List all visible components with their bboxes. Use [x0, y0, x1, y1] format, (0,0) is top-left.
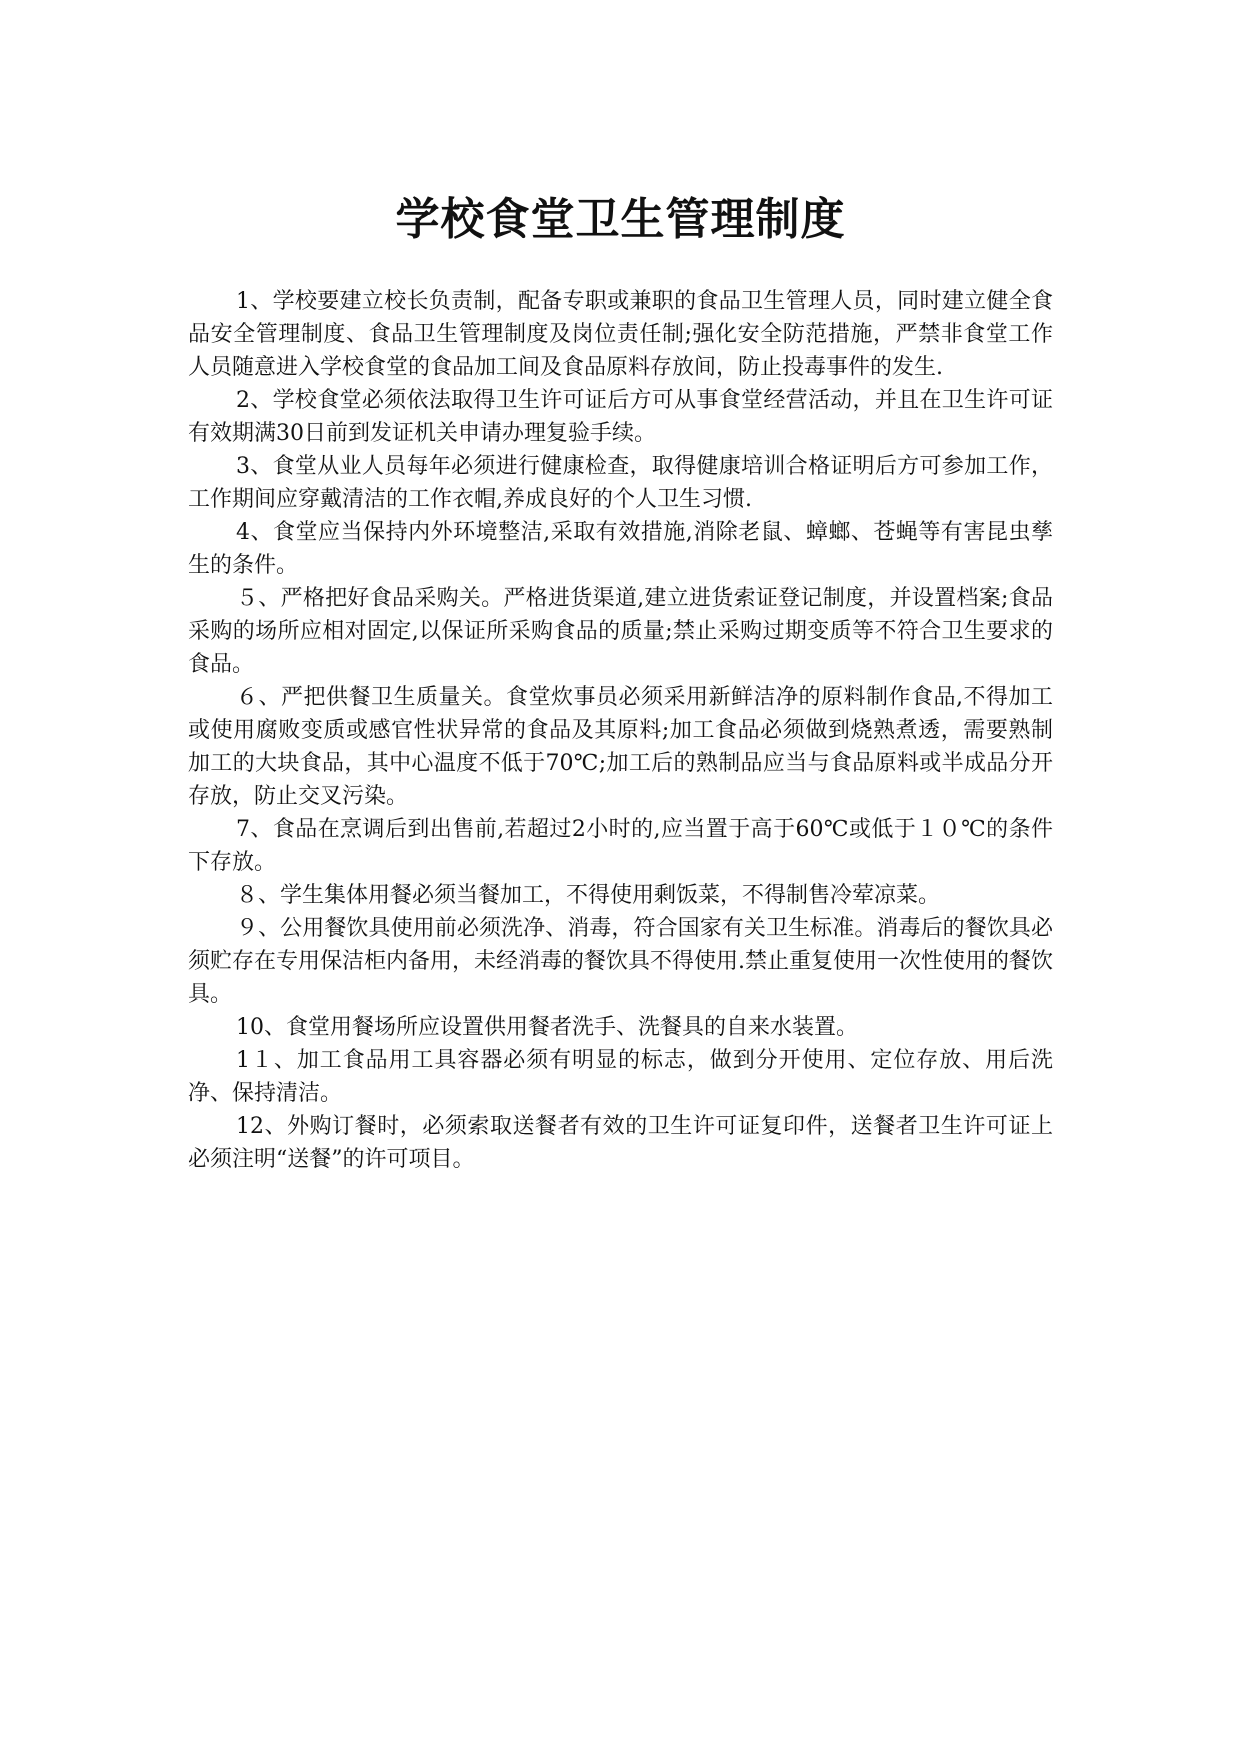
paragraph-6: ６、严把供餐卫生质量关。食堂炊事员必须采用新鲜洁净的原料制作食品,不得加工或使用腐败变质或感官性状异常的食品及其原料;加工食品必须做到烧熟煮透，需要熟制加工的大块食品，其中心温度不低于70℃;加工后的熟制品应当与食品原料或半成品分开存放，防止交叉污染。	[188, 685, 1053, 809]
paragraph-10: 10、食堂用餐场所应设置供用餐者洗手、洗餐具的自来水装置。	[236, 1015, 858, 1040]
document-body	[188, 285, 1053, 1176]
document-title: 学校食堂卫生管理制度	[395, 194, 846, 245]
paragraph-5: ５、严格把好食品采购关。严格进货渠道,建立进货索证登记制度，并设置档案;食品采购的场所应相对固定,以保证所采购食品的质量;禁止采购过期变质等不符合卫生要求的食品。	[188, 586, 1053, 677]
paragraph-2: 2、学校食堂必须依法取得卫生许可证后方可从事食堂经营活动，并且在卫生许可证有效期满30日前到发证机关申请办理复验手续。	[188, 388, 1053, 446]
paragraph-7: 7、食品在烹调后到出售前,若超过2小时的,应当置于高于60℃或低于１０℃的条件下存放。	[188, 817, 1053, 875]
paragraph-12: 12、外购订餐时，必须索取送餐者有效的卫生许可证复印件，送餐者卫生许可证上必须注明“送餐”的许可项目。	[188, 1114, 1053, 1172]
paragraph-11: 1１、加工食品用工具容器必须有明显的标志，做到分开使用、定位存放、用后洗净、保持清洁。	[188, 1048, 1053, 1106]
paragraph-3: 3、食堂从业人员每年必须进行健康检查，取得健康培训合格证明后方可参加工作，工作期间应穿戴清洁的工作衣帽,养成良好的个人卫生习惯.	[188, 454, 1053, 512]
paragraph-1: 1、学校要建立校长负责制，配备专职或兼职的食品卫生管理人员，同时建立健全食品安全管理制度、食品卫生管理制度及岗位责任制;强化安全防范措施，严禁非食堂工作人员随意进入学校食堂的食品加工间及食品原料存放间，防止投毒事件的发生.	[188, 289, 1053, 380]
paragraph-4: 4、食堂应当保持内外环境整洁,采取有效措施,消除老鼠、蟑螂、苍蝇等有害昆虫孳生的条件。	[188, 520, 1053, 578]
paragraph-9: ９、公用餐饮具使用前必须洗净、消毒，符合国家有关卫生标准。消毒后的餐饮具必须贮存在专用保洁柜内备用，未经消毒的餐饮具不得使用.禁止重复使用一次性使用的餐饮具。	[188, 916, 1053, 1007]
paragraph-8: ８、学生集体用餐必须当餐加工，不得使用剩饭菜，不得制售冷荤凉菜。	[236, 883, 941, 908]
